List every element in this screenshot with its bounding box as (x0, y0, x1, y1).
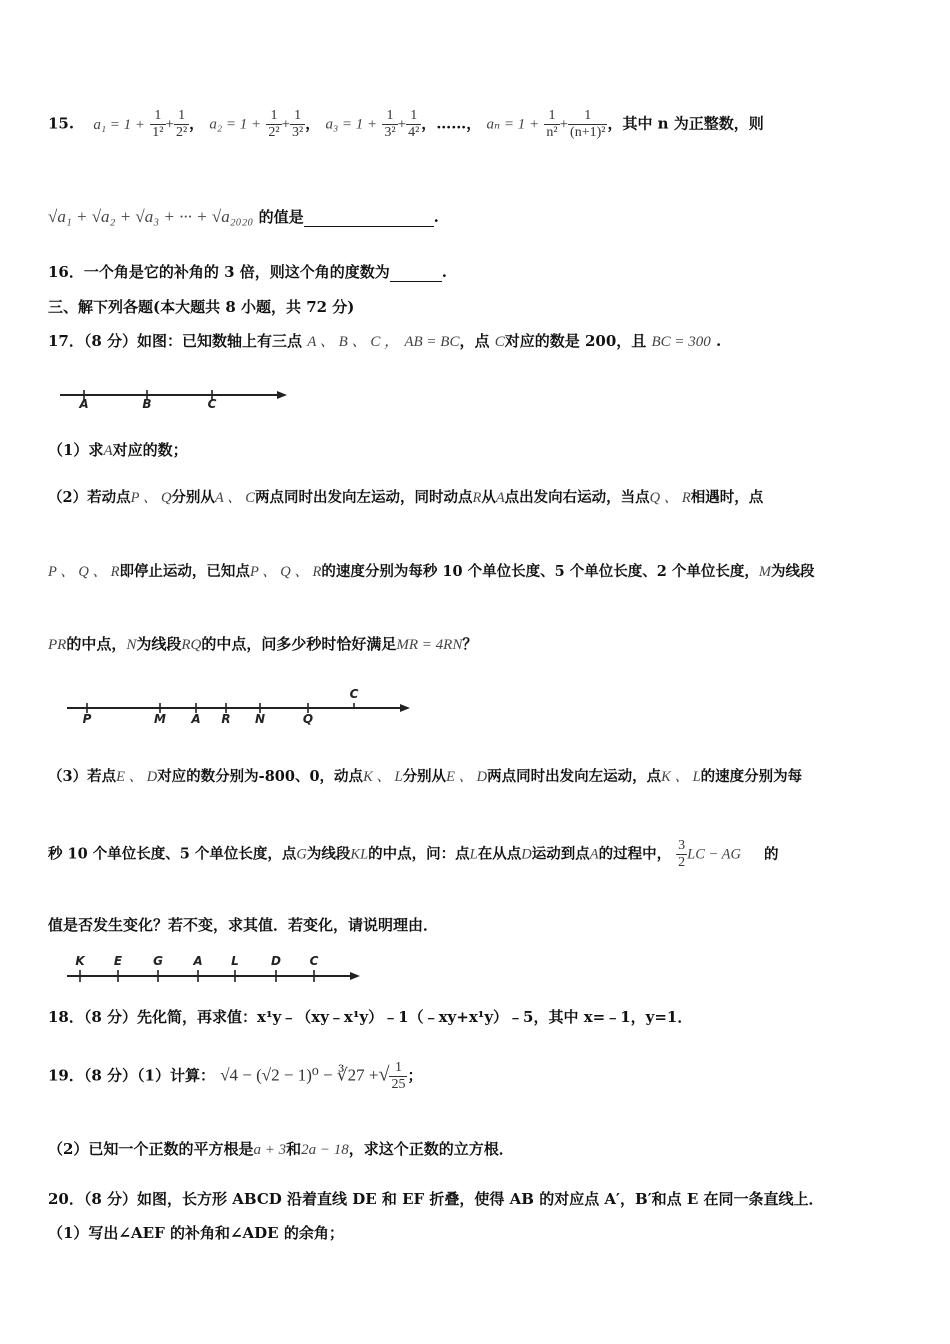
q17-p3-t2: 对应的数分别为-800、0，动点 (157, 768, 364, 785)
q20-line2 (48, 1222, 344, 1243)
q17-p2-pq: P 、 Q (130, 490, 172, 506)
q17-part2-line2 (48, 560, 815, 581)
axis-label-b: B (142, 397, 152, 411)
q17-p3-t4: 两点同时出发向左运动，点 (487, 768, 662, 785)
q17-p3-t6: 秒 10 个单位长度、5 个单位长度，点 (48, 845, 297, 863)
q17-p3-ed: E 、 D (116, 769, 158, 785)
q17-p1-var: A (103, 443, 113, 459)
q15-tail: ，其中 n 为正整数，则 (607, 114, 764, 133)
q15-sum-expr: √a₁ + √a₂ + √a₃ + ··· + √a₂₀₂₀ (48, 207, 254, 226)
q17-p2-n: N (126, 637, 137, 653)
q16-answer-blank (390, 263, 442, 282)
q15-a1-frac2: $\frac{1}{\text{2²}}$ (175, 108, 188, 140)
q15-line2 (48, 206, 439, 227)
q17-p3-frac: $\frac{3}{2}$ (678, 838, 686, 870)
q17-eq-ab-bc: AB = BC (404, 334, 460, 350)
q17-p2-t7: 即停止运动，已知点 (119, 563, 250, 580)
q20-line1 (48, 1188, 824, 1209)
axis-label-k: K (75, 954, 85, 968)
section3-title-text: 三、解下列各题(本大题共 8 小题，共 72 分) (48, 298, 355, 316)
q17-part1 (48, 439, 188, 460)
q17-p2-pqr2: P 、 Q 、 R (249, 564, 322, 580)
q17-p2-pqr: P 、 Q 、 R (48, 564, 120, 580)
axis-label-c: C (207, 397, 217, 411)
q15-an-frac2: $\frac{1}{\text{(n+1)²}}$ (570, 108, 606, 140)
q20-line1-text: 20．（8 分）如图，长方形 ABCD 沿着直线 DE 和 EF 折叠，使得 AB 的对应点 A′，B′和点 E 在同一条直线上． (48, 1190, 824, 1208)
q15-an-frac1: $\frac{1}{\text{n²}}$ (546, 108, 558, 140)
axis-label-a: A (193, 954, 203, 968)
q17-p3-t3: 分别从 (402, 768, 447, 785)
axis-label-a: A (191, 712, 201, 726)
q17-p3-t5: 的速度分别为每 (700, 768, 803, 785)
q17-number-line-3 (62, 953, 372, 985)
q15-an-expr: aₙ = 1 + (486, 116, 540, 133)
q17-p2-a: A (495, 490, 505, 506)
q17-p3-expr: LC − AG (687, 846, 741, 863)
q17-number-line-2 (62, 682, 422, 727)
axis-label-a: A (79, 397, 89, 411)
q17-p3-klseg: KL (350, 846, 369, 863)
q15-a3-frac2: $\frac{1}{\text{4²}}$ (408, 108, 420, 140)
q18-text: 18．（8 分）先化简，再求值：x¹y﹣（xy﹣x¹y）﹣1（﹣xy+x¹y）﹣5，其中 x=﹣1，y=1． (48, 1008, 693, 1026)
q17-line1 (48, 330, 721, 351)
q15-a1-frac1: $\frac{1}{\text{1²}}$ (152, 108, 164, 140)
q18-line (48, 1006, 692, 1027)
q17-p2-eq: MR = 4RN (396, 637, 463, 653)
q17-p3-kl2: K 、 L (661, 769, 701, 785)
q19-p2-e2: 2a − 18 (301, 1142, 349, 1158)
q15-a1-expr: a₁ = 1 + (93, 116, 146, 133)
q17-number-line-1 (55, 383, 295, 413)
q17-p2-pr: PR (48, 637, 67, 653)
q17-p3-a: A (589, 846, 599, 863)
q17-eq-bc: BC = 300 (651, 334, 711, 350)
axis-label-q: Q (302, 712, 314, 726)
q17-text-b: ，点 (459, 332, 490, 350)
q19-end: ； (407, 1066, 423, 1085)
q17-p2-t5: 点出发向右运动，当点 (504, 489, 650, 506)
axis-label-e: E (113, 954, 123, 968)
q19-p2-t1: （2）已知一个正数的平方根是 (48, 1140, 254, 1158)
q16-text: 16．一个角是它的补角的 3 倍，则这个角的度数为 (48, 263, 390, 281)
q20-line2-text: （1）写出∠AEF 的补角和∠ADE 的余角； (48, 1224, 344, 1242)
q17-intro: 17．（8 分）如图：已知数轴上有三点 (48, 332, 303, 350)
q15-ellipsis: ，……， (421, 114, 482, 133)
q17-p2-ac: A 、 C (214, 490, 255, 506)
q17-p2-t9: 为线段 (771, 563, 815, 580)
q19-part2 (48, 1138, 514, 1159)
q17-part3-line1 (48, 765, 802, 786)
q17-p2-t11: 为线段 (136, 635, 182, 653)
axis-label-l: L (231, 954, 239, 968)
q17-p3-l: L (469, 846, 478, 863)
q17-p2-rq: RQ (181, 637, 202, 653)
axis-label-c: C (309, 954, 319, 968)
q17-p3-g: G (296, 846, 307, 863)
q16-line (48, 261, 447, 282)
q15-question: 的值是 (258, 208, 304, 226)
q17-p2-t4: 从 (481, 489, 496, 506)
q19-p2-t2: 和 (286, 1140, 302, 1158)
axis-label-m: M (154, 712, 166, 726)
q15-line1: 15. a₁ = 1 + $\frac{1}{\text{1²}}$ + $\frac{1}{\text{2²}}$ ， a₂ = 1 + $\frac{1}{\text{2²}}$ + $\frac{1}{\text{3²}}$ ， a₃ = 1 + $\frac{1}{\text{3²}}$ + $\frac{1}{\text{4²}}$ ，……， aₙ = 1 + $\frac{1}{\text{n²}}$ + $\frac{1}{\text{(n+1)²}}$ ，其中 n 为正整数，则 (48, 108, 764, 140)
q17-p3-kl: K 、 L (363, 769, 403, 785)
axis-label-n: N (254, 712, 266, 726)
q17-p2-t6: 相遇时，点 (690, 489, 764, 506)
axis-label-r: R (221, 712, 231, 726)
q17-line1-end: . (716, 332, 722, 350)
q17-p3-t9: 在从点 (477, 845, 522, 863)
q17-text-c: 对应的数是 200，且 (504, 332, 647, 350)
q19-part1: 19．（8 分）（1）计算： √4 − (√2 − 1)⁰ − ∛27 +√ $\frac{1}{25}$ ； (48, 1060, 423, 1092)
q17-p3-t13: 值是否发生变化？若不变，求其值．若变化，请说明理由． (48, 916, 439, 934)
section3-title (48, 296, 354, 317)
q17-p3-d: D (521, 846, 532, 863)
q17-part2-line3 (48, 633, 477, 654)
q17-part3-line3 (48, 914, 438, 935)
q17-p1-text-b: 对应的数； (112, 441, 188, 459)
q17-p2-m: M (758, 564, 772, 580)
axis-label-g: G (153, 954, 163, 968)
q15-a2-frac1: $\frac{1}{\text{2²}}$ (268, 108, 280, 140)
q15-answer-blank (304, 208, 434, 227)
q17-p2-t13: ？ (462, 635, 478, 653)
q17-part2-line1 (48, 486, 763, 507)
q17-p3-t12: 的 (764, 845, 779, 863)
q17-p2-t2: 分别从 (171, 489, 215, 506)
q15-a3-expr: a₃ = 1 + (325, 116, 378, 133)
q17-p2-t1: （2）若动点 (48, 489, 131, 506)
q17-p1-text-a: （1）求 (48, 441, 104, 459)
axis-label-p: P (82, 712, 92, 726)
q17-p2-t12: 的中点，问多少秒时恰好满足 (201, 635, 397, 653)
q17-p3-t1: （3）若点 (48, 768, 117, 785)
q17-p3-t7: 为线段 (306, 845, 351, 863)
q17-p3-ed2: E 、 D (446, 769, 488, 785)
q19-frac: $\frac{1}{25}$ (391, 1060, 406, 1092)
axis-label-d: D (271, 954, 281, 968)
q17-part3-line2 (48, 838, 779, 871)
q16-end: . (441, 263, 447, 281)
q17-p3-t8: 的中点，问：点 (368, 845, 470, 863)
q17-point-c: C (494, 334, 505, 350)
axis-label-c: C (349, 687, 359, 701)
q15-a2-expr: a₂ = 1 + (209, 116, 262, 133)
q15-end: . (433, 208, 439, 226)
q15-a3-frac1: $\frac{1}{\text{3²}}$ (384, 108, 396, 140)
q17-p2-t8: 的速度分别为每秒 10 个单位长度、5 个单位长度、2 个单位长度， (321, 563, 759, 580)
q15-a2-frac2: $\frac{1}{\text{3²}}$ (292, 108, 304, 140)
q17-p2-t10: 的中点， (66, 635, 127, 653)
q17-p2-qr: Q 、 R (649, 490, 691, 506)
q19-expr: √4 − (√2 − 1)⁰ − ∛27 + (220, 1065, 379, 1085)
q15-number: 15. (48, 114, 75, 133)
q19-p1-text: 19．（8 分）（1）计算： (48, 1066, 215, 1085)
q17-p3-t11: 的过程中， (598, 845, 672, 863)
q19-p2-t3: ，求这个正数的立方根． (348, 1140, 514, 1158)
q17-p2-r: R (472, 490, 482, 506)
q17-p2-t3: 两点同时出发向左运动，同时动点 (254, 489, 473, 506)
q19-p2-e1: a + 3 (253, 1142, 287, 1158)
q17-p3-t10: 运动到点 (531, 845, 590, 863)
q17-points: A 、 B 、 C ， (307, 334, 400, 350)
